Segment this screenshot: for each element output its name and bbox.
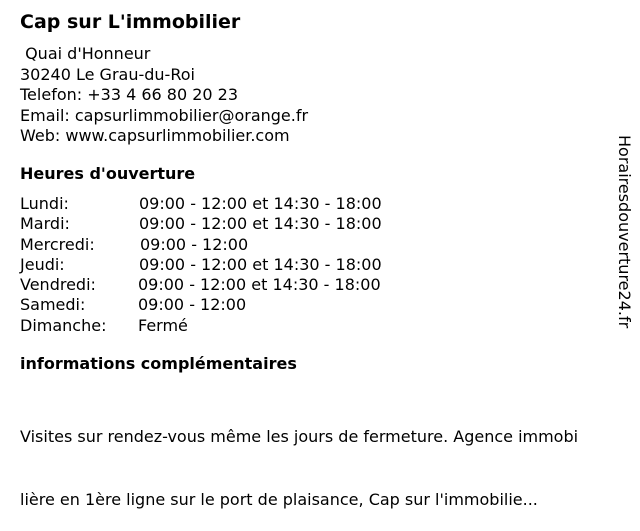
page-title: Cap sur L'immobilier xyxy=(20,11,241,33)
phone-number: Telefon: +33 4 66 80 20 23 xyxy=(20,85,239,104)
day-label: Vendredi: xyxy=(20,275,96,295)
street-address: Quai d'Honneur xyxy=(20,44,151,63)
info-text xyxy=(20,384,632,531)
day-label: Samedi: xyxy=(20,295,86,315)
day-hours: 09:00 - 12:00 xyxy=(138,295,247,315)
hours-heading: Heures d'ouverture xyxy=(20,164,196,183)
day-label: Mercredi: xyxy=(20,234,95,254)
email-address: Email: capsurlimmobilier@orange.fr xyxy=(20,105,309,125)
contact-block xyxy=(20,44,308,147)
info-heading: informations complémentaires xyxy=(20,354,297,373)
day-hours: 09:00 - 12:00 xyxy=(140,234,249,254)
city-address: 30240 Le Grau-du-Roi xyxy=(20,64,195,84)
day-label: Jeudi: xyxy=(20,254,65,274)
side-brand-text: Horairesdouverture24.fr xyxy=(615,135,634,329)
website: Web: www.capsurlimmobilier.com xyxy=(20,126,290,145)
day-hours: 09:00 - 12:00 et 14:30 - 18:00 xyxy=(138,275,381,295)
info-line: Visites sur rendez-vous même les jours de fermeture. Agence immobi xyxy=(20,427,579,446)
info-line: lière en 1ère ligne sur le port de plaisance, Cap sur l'immobilie... xyxy=(20,490,538,509)
day-label: Mardi: xyxy=(20,214,70,234)
day-hours: 09:00 - 12:00 et 14:30 - 18:00 xyxy=(139,194,382,213)
day-hours: 09:00 - 12:00 et 14:30 - 18:00 xyxy=(139,254,382,274)
day-label: Lundi: xyxy=(20,194,69,213)
day-hours: 09:00 - 12:00 et 14:30 - 18:00 xyxy=(139,214,382,234)
day-hours: Fermé xyxy=(138,315,188,335)
day-label: Dimanche: xyxy=(20,315,107,335)
